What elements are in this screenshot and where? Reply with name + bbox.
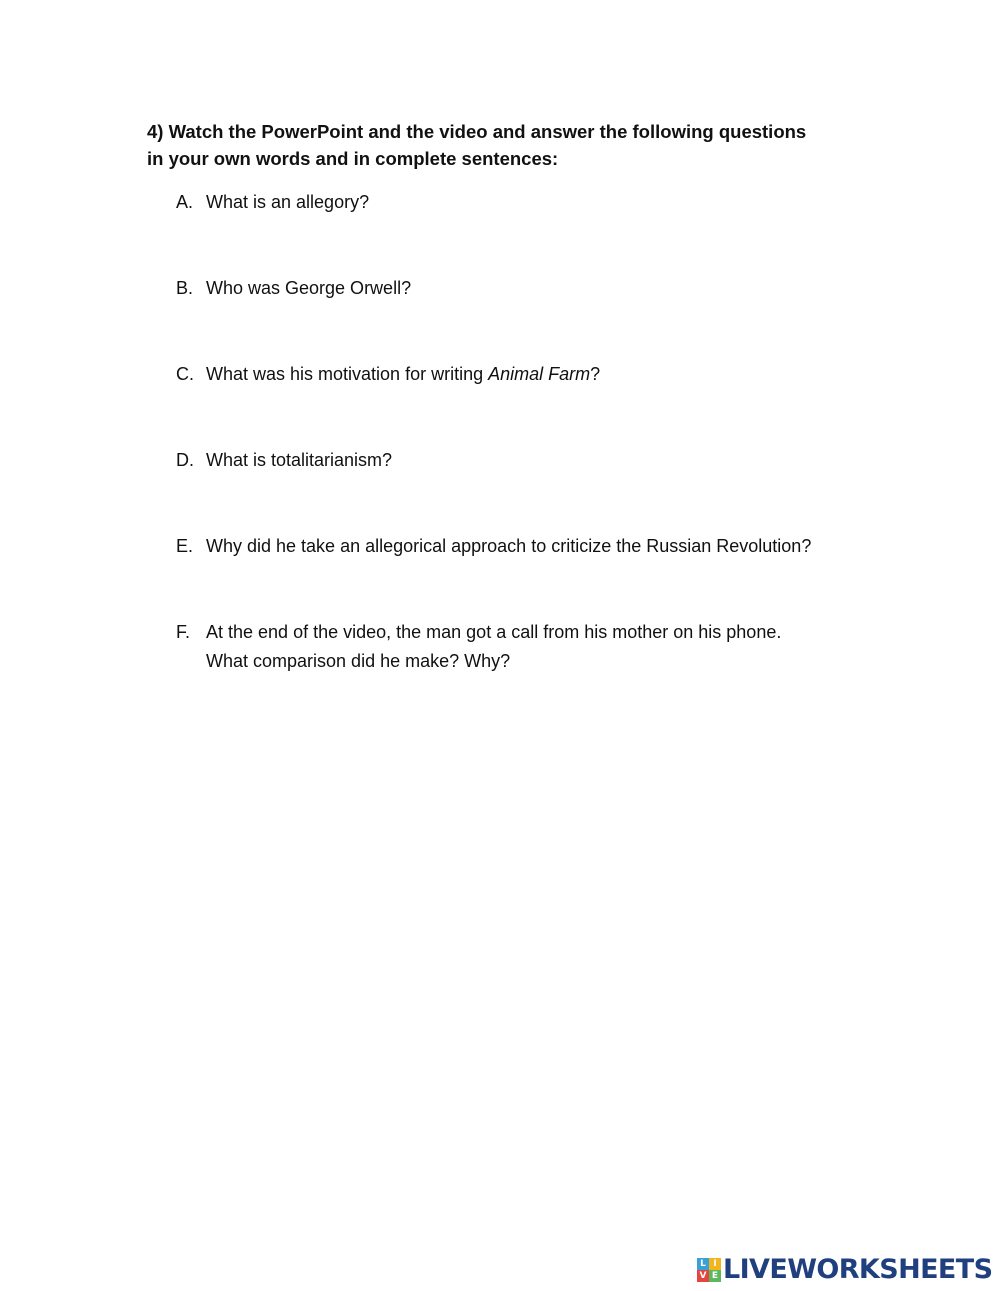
logo-letter: E [709,1270,721,1282]
question-text: Why did he take an allegorical approach to criticize the Russian Revolution? [206,536,812,556]
question-marker: B. [176,278,194,298]
question-c [176,360,856,389]
book-title: Animal Farm [488,364,591,384]
heading-line-2: in your own words and in complete sentences: [147,148,559,169]
heading-line-1: 4) Watch the PowerPoint and the video and answer the following questions [147,121,807,142]
question-text [206,618,856,676]
logo-letter: V [697,1270,709,1282]
question-marker: F. [176,622,191,642]
question-e [176,532,856,561]
question-text: What is an allegory? [206,192,370,212]
question-text: Who was George Orwell? [206,278,412,298]
question-marker: D. [176,450,194,470]
question-text-end: ? [590,364,601,384]
question-text-line-2: What comparison did he make? Why? [206,651,511,671]
logo-letter: L [697,1258,709,1270]
question-a [176,188,856,217]
question-text [206,360,856,389]
question-text-line-1: At the end of the video, the man got a call from his mother on his phone. [206,622,782,642]
question-heading [147,118,867,172]
question-marker: A. [176,192,194,212]
question-d [176,446,856,475]
logo-letter: I [709,1258,721,1270]
liveworksheets-brand [697,1255,992,1285]
question-f [176,618,856,676]
question-b [176,274,856,303]
question-text: What is totalitarianism? [206,450,393,470]
question-text-start: What was his motivation for writing [206,364,489,384]
liveworksheets-logo-icon [697,1258,721,1282]
brand-wordmark: LIVEWORKSHEETS [723,1254,993,1285]
question-marker: C. [176,364,194,384]
question-marker: E. [176,536,194,556]
